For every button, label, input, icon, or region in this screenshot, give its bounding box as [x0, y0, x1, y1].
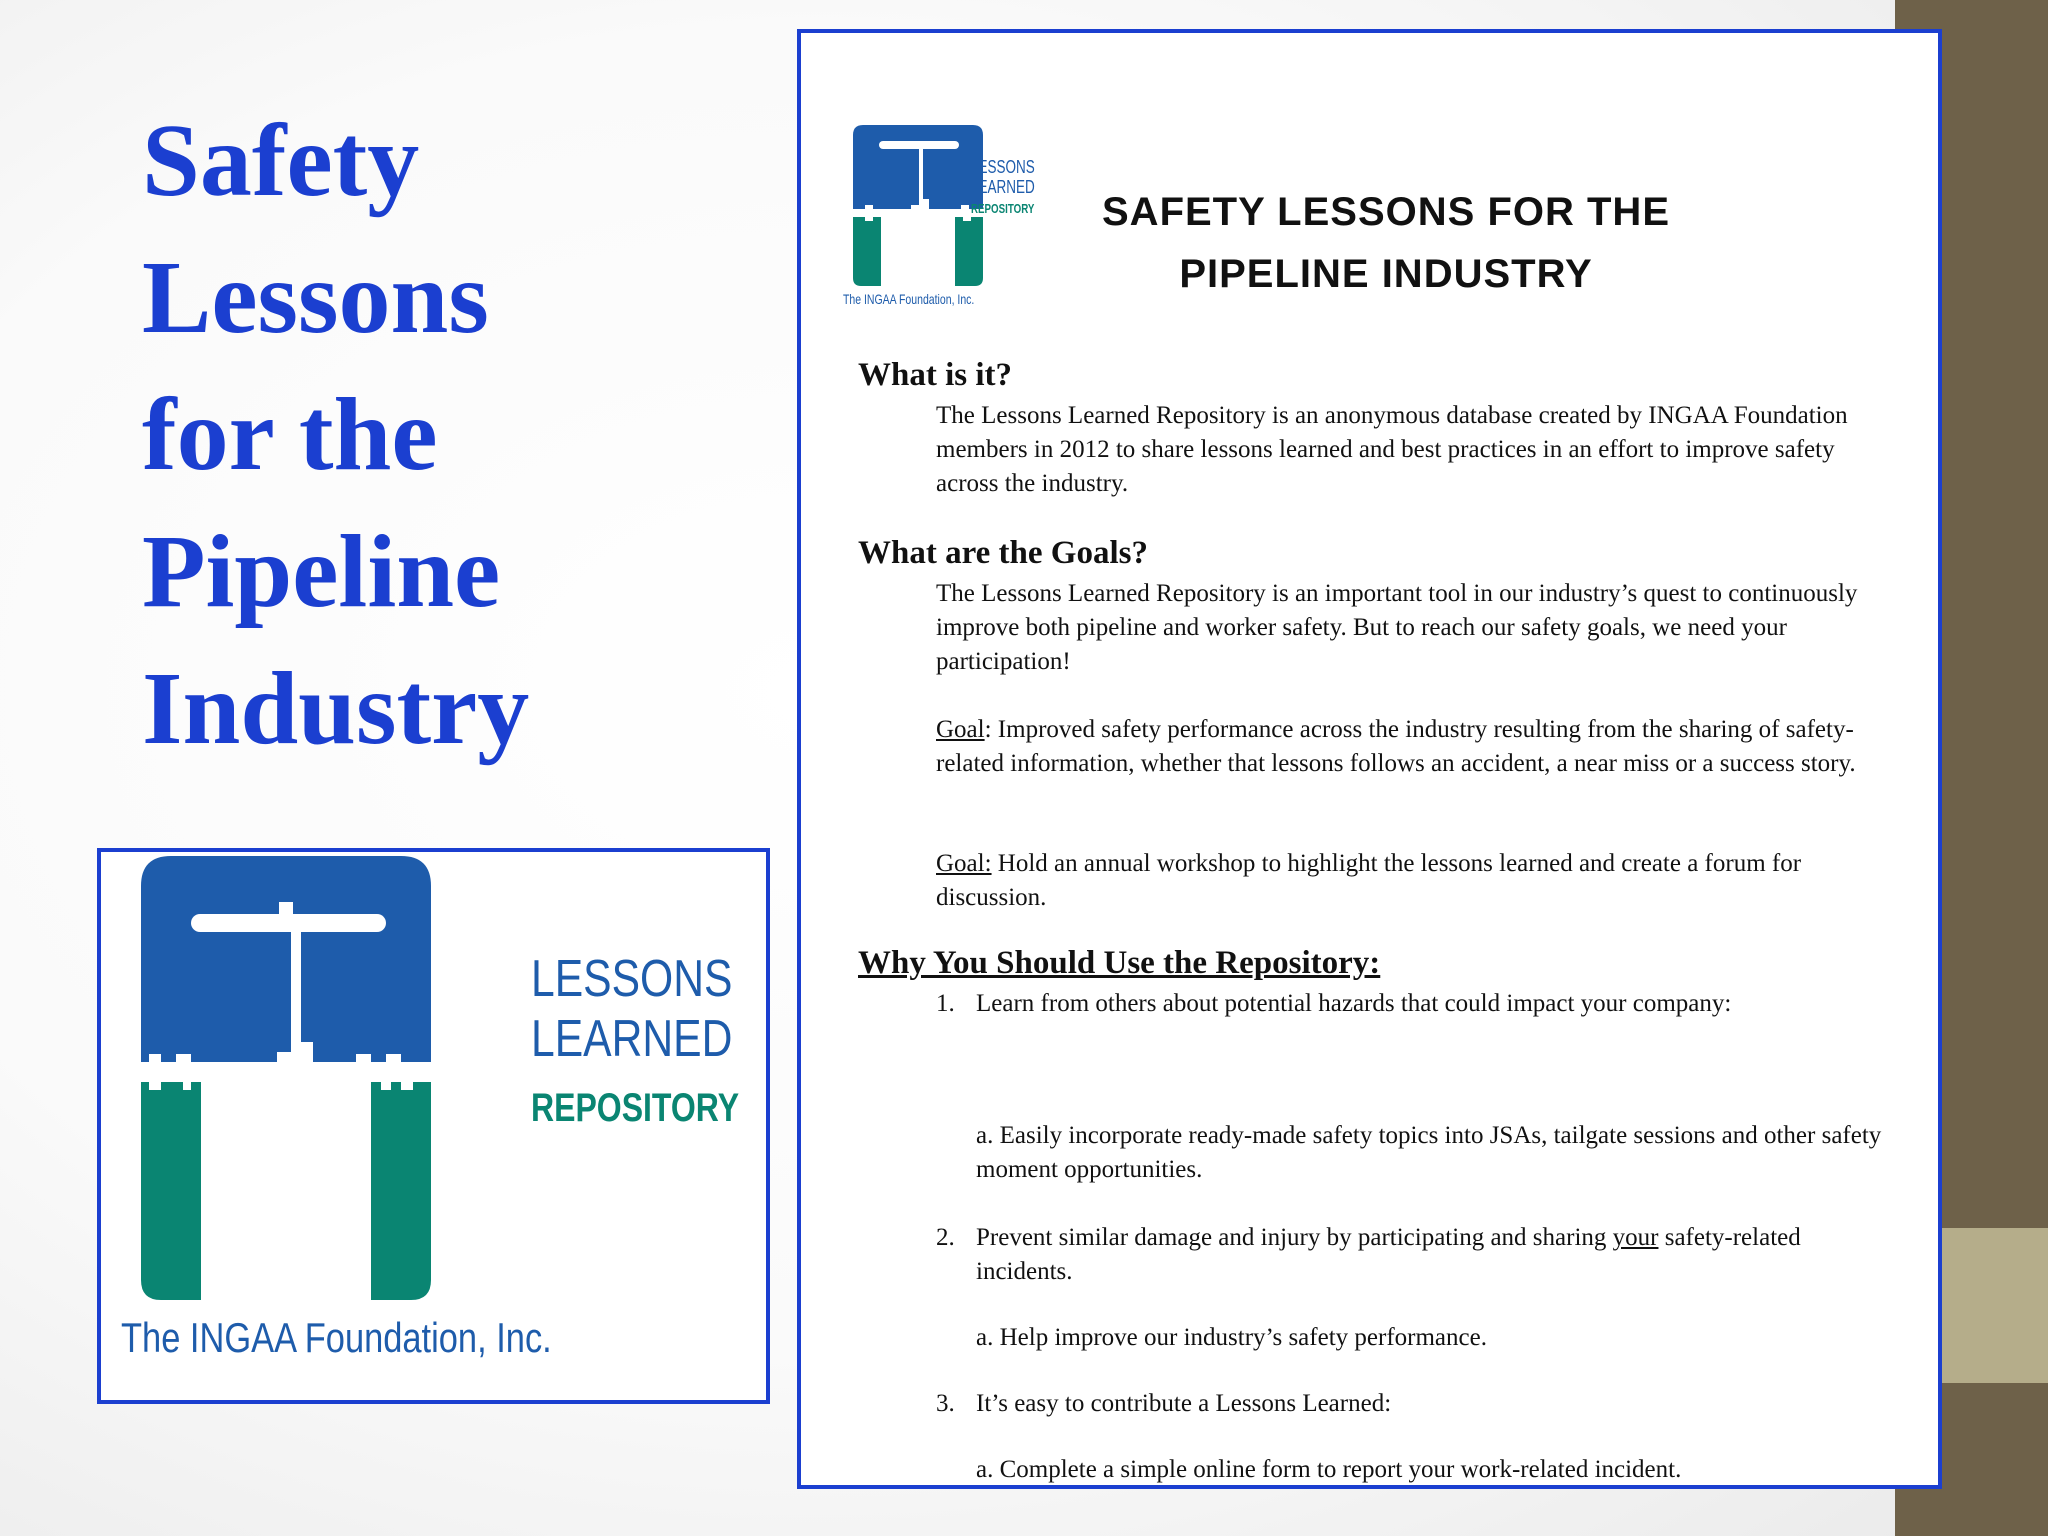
- list-subitem: a. Complete a simple online form to report your work-related incident.: [976, 1456, 1682, 1483]
- flyer-document: [797, 29, 1942, 1489]
- slide-title-line: Industry: [142, 651, 530, 766]
- goal-text: : Improved safety performance across the industry resulting from the sharing of safety-related information, whether that lessons follows an accident, a near miss or a success story.: [936, 716, 1856, 777]
- document-title-line: PIPELINE INDUSTRY: [1179, 252, 1593, 296]
- list-item-text: [976, 1221, 1896, 1289]
- list-item-number: 1.: [936, 990, 955, 1017]
- goal-paragraph-1: [936, 713, 1896, 781]
- list-subitem: a. Easily incorporate ready-made safety topics into JSAs, tailgate sessions and other safety moment opportunities.: [976, 1122, 1882, 1183]
- slide-title-line: Lessons: [142, 240, 489, 355]
- list-item-text: Learn from others about potential hazards that could impact your company:: [976, 990, 1732, 1017]
- slide-title: [142, 92, 662, 777]
- logo-foundation-name: The INGAA Foundation, Inc.: [843, 291, 975, 307]
- section-heading-goals: What are the Goals?: [858, 535, 1148, 571]
- logo-word-repository: REPOSITORY: [971, 201, 1035, 216]
- section-body-what: The Lessons Learned Repository is an anonymous database created by INGAA Foundation members in 2012 to share lessons learned and best practices in an effort to improve safety across the industry.: [936, 402, 1848, 497]
- goal-label: Goal: [936, 716, 985, 743]
- goal-paragraph-2: [936, 847, 1896, 915]
- logo-word-learned: LEARNED: [531, 1010, 733, 1068]
- list-item-text-emphasis: your: [1612, 1224, 1659, 1251]
- slide-title-line: Pipeline: [142, 514, 501, 629]
- list-item-number: 3.: [936, 1390, 955, 1417]
- list-item-text-part: safety-related incidents.: [976, 1224, 1801, 1285]
- list-item: [936, 1221, 1896, 1289]
- list-subitem: a. Help improve our industry’s safety performance.: [976, 1324, 1487, 1351]
- logo-word-lessons: LESSONS: [971, 157, 1035, 177]
- slide-title-line: Safety: [142, 103, 420, 218]
- document-title: [1101, 181, 1671, 305]
- list-item-text: It’s easy to contribute a Lessons Learned:: [976, 1390, 1392, 1417]
- list-item-number: 2.: [936, 1224, 955, 1251]
- goal-text: Hold an annual workshop to highlight the lessons learned and create a forum for discussion.: [936, 850, 1802, 911]
- logo-word-repository: REPOSITORY: [531, 1086, 740, 1130]
- lessons-learned-logo-large: [97, 848, 770, 1404]
- section-body-goals: The Lessons Learned Repository is an important tool in our industry’s quest to continuously improve both pipeline and worker safety. But to reach our safety goals, we need your participation!: [936, 580, 1858, 675]
- document-title-line: SAFETY LESSONS FOR THE: [1102, 190, 1670, 234]
- logo-foundation-name: The INGAA Foundation, Inc.: [121, 1314, 552, 1361]
- section-heading-why: Why You Should Use the Repository:: [858, 945, 1381, 981]
- list-item-text-part: Prevent similar damage and injury by participating and sharing: [976, 1224, 1613, 1251]
- slide-title-line: for the: [142, 377, 438, 492]
- list-item: [936, 987, 1896, 1021]
- logo-word-lessons: LESSONS: [531, 950, 733, 1008]
- section-heading-what: What is it?: [858, 357, 1013, 393]
- list-item: [936, 1387, 1896, 1421]
- goal-label: Goal:: [936, 850, 992, 877]
- logo-word-learned: LEARNED: [971, 177, 1035, 197]
- lessons-learned-logo-small: [843, 121, 1063, 316]
